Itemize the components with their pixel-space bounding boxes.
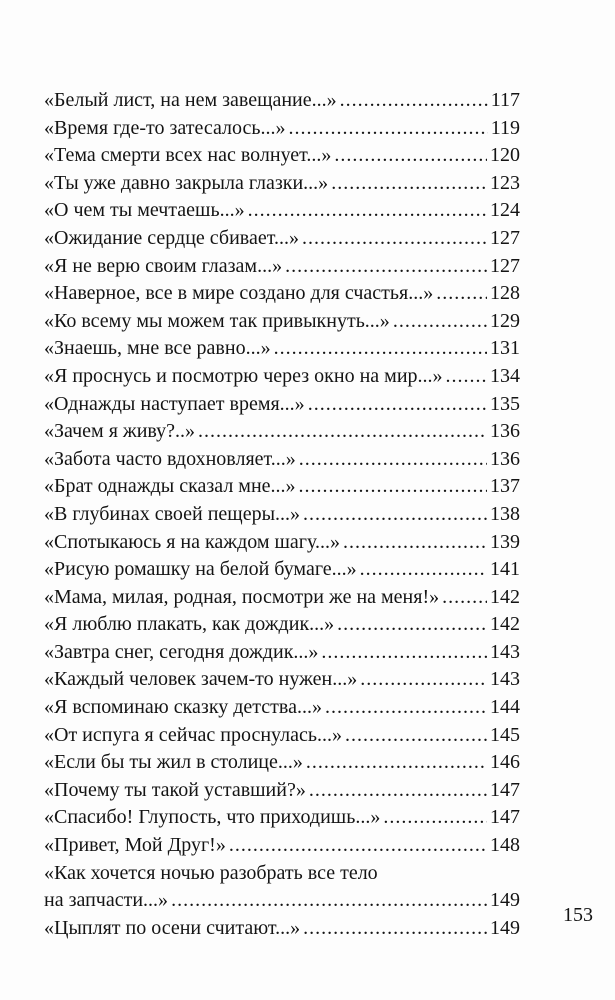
toc-entry bbox=[44, 115, 520, 143]
toc-entry bbox=[44, 887, 520, 915]
toc-entry-title-line1: «Как хочется ночью разобрать все тело bbox=[44, 861, 378, 884]
toc-entry bbox=[44, 694, 520, 722]
toc-entry bbox=[44, 915, 520, 943]
toc-entry-title: на запчасти...» bbox=[44, 889, 169, 912]
toc-entry bbox=[44, 87, 520, 115]
toc-entry-title: «Ты уже давно закрыла глазки...» bbox=[44, 171, 329, 194]
dot-leader bbox=[343, 529, 487, 557]
dot-leader bbox=[308, 391, 487, 419]
toc-entry-page: 146 bbox=[490, 751, 520, 774]
toc-entry-title: «Ко всему мы можем так привыкнуть...» bbox=[44, 309, 390, 332]
toc-entry-page: 142 bbox=[490, 585, 520, 608]
toc-entry-page: 147 bbox=[490, 778, 520, 801]
toc-entry-title: «Ожидание сердце сбивает...» bbox=[44, 226, 299, 249]
dot-leader bbox=[321, 639, 487, 667]
toc-entry-title: «Каждый человек зачем-то нужен...» bbox=[44, 668, 358, 691]
dot-leader bbox=[285, 253, 487, 281]
toc-entry-page: 144 bbox=[490, 696, 520, 719]
dot-leader bbox=[303, 501, 487, 529]
toc-entry-page: 141 bbox=[490, 558, 520, 581]
toc-entry bbox=[44, 170, 520, 198]
toc-entry bbox=[44, 225, 520, 253]
toc-entry-title: «Забота часто вдохновляет...» bbox=[44, 447, 296, 470]
dot-leader bbox=[360, 556, 487, 584]
toc-entry bbox=[44, 197, 520, 225]
dot-leader bbox=[299, 446, 487, 474]
toc-entry bbox=[44, 253, 520, 281]
toc-entry bbox=[44, 749, 520, 777]
toc-entry-title: «Тема смерти всех нас волнует...» bbox=[44, 144, 332, 167]
toc-entry bbox=[44, 722, 520, 750]
toc-entry-title: «Время где-то затесалось...» bbox=[44, 116, 286, 139]
toc-entry bbox=[44, 418, 520, 446]
toc-entry-page: 143 bbox=[490, 668, 520, 691]
toc-entry bbox=[44, 473, 520, 501]
toc-entry bbox=[44, 639, 520, 667]
toc-entry-page: 120 bbox=[490, 144, 520, 167]
toc-entry bbox=[44, 363, 520, 391]
dot-leader bbox=[303, 915, 487, 943]
toc-entry-title: «Почему ты такой уставший?» bbox=[44, 778, 306, 801]
toc-entry bbox=[44, 142, 520, 170]
toc-entry-title: «О чем ты мечтаешь...» bbox=[44, 199, 245, 222]
dot-leader bbox=[309, 777, 487, 805]
dot-leader bbox=[274, 335, 487, 363]
toc-entry-page: 123 bbox=[490, 171, 520, 194]
toc-entry bbox=[44, 391, 520, 419]
toc-entry-title: «Я вспоминаю сказку детства...» bbox=[44, 696, 322, 719]
dot-leader bbox=[248, 197, 487, 225]
toc-entry-page: 119 bbox=[490, 116, 520, 139]
toc-entry-page: 143 bbox=[490, 640, 520, 663]
toc-entry-page: 134 bbox=[490, 364, 520, 387]
toc-entry bbox=[44, 529, 520, 557]
dot-leader bbox=[340, 87, 488, 115]
toc-entry-page: 138 bbox=[490, 502, 520, 525]
toc-entry-page: 135 bbox=[490, 392, 520, 415]
dot-leader bbox=[334, 142, 487, 170]
toc-entry bbox=[44, 804, 520, 832]
dot-leader bbox=[446, 363, 487, 391]
dot-leader bbox=[299, 473, 487, 501]
toc-entry bbox=[44, 335, 520, 363]
toc-entry bbox=[44, 666, 520, 694]
toc-entry bbox=[44, 611, 520, 639]
toc-entry-page: 147 bbox=[490, 806, 520, 829]
toc-entry-title: «Белый лист, на нем завещание...» bbox=[44, 89, 337, 111]
page-number: 153 bbox=[563, 904, 593, 926]
dot-leader bbox=[302, 225, 487, 253]
toc-entry-title: «Спотыкаюсь я на каждом шагу...» bbox=[44, 530, 341, 553]
toc-entry-page: 127 bbox=[490, 254, 520, 277]
toc-entry bbox=[44, 832, 520, 860]
toc-entry-page: 136 bbox=[490, 420, 520, 443]
toc-entry-title: «Однажды наступает время...» bbox=[44, 392, 305, 415]
toc-entry bbox=[44, 280, 520, 308]
toc-entry-title: «Я проснусь и посмотрю через окно на мир...» bbox=[44, 364, 443, 387]
toc-entry-title: «Привет, Мой Друг!» bbox=[44, 834, 226, 857]
toc-entry-page: 137 bbox=[490, 475, 520, 498]
dot-leader bbox=[345, 722, 487, 750]
toc-entry-title: «Я не верю своим глазам...» bbox=[44, 254, 283, 277]
toc-entry bbox=[44, 446, 520, 474]
dot-leader bbox=[442, 584, 487, 612]
toc-entry-page: 149 bbox=[490, 916, 520, 939]
toc-entry-page: 117 bbox=[490, 89, 520, 111]
dot-leader bbox=[383, 804, 487, 832]
dot-leader bbox=[229, 832, 487, 860]
toc-entry-title: «Спасибо! Глупость, что приходишь...» bbox=[44, 806, 381, 829]
toc-entry-page: 129 bbox=[490, 309, 520, 332]
toc-entry-title: «Знаешь, мне все равно...» bbox=[44, 337, 271, 360]
toc-entry-page: 149 bbox=[490, 889, 520, 912]
toc-entry-page: 148 bbox=[490, 834, 520, 857]
dot-leader bbox=[331, 170, 487, 198]
toc-entry-title: «Мама, милая, родная, посмотри же на меня!» bbox=[44, 585, 440, 608]
table-of-contents bbox=[44, 87, 520, 942]
toc-entry-page: 142 bbox=[490, 613, 520, 636]
toc-entry-page: 136 bbox=[490, 447, 520, 470]
toc-entry-page: 145 bbox=[490, 723, 520, 746]
dot-leader bbox=[171, 887, 487, 915]
toc-entry bbox=[44, 308, 520, 336]
toc-entry bbox=[44, 556, 520, 584]
toc-entry-title: «Зачем я живу?..» bbox=[44, 420, 196, 443]
toc-entry-title: «Завтра снег, сегодня дождик...» bbox=[44, 640, 319, 663]
dot-leader bbox=[360, 666, 487, 694]
toc-entry bbox=[44, 777, 520, 805]
dot-leader bbox=[306, 749, 487, 777]
toc-entry-page: 139 bbox=[490, 530, 520, 553]
toc-entry-title: «Наверное, все в мире создано для счастья...» bbox=[44, 282, 434, 305]
toc-entry-title: «Если бы ты жил в столице...» bbox=[44, 751, 303, 774]
toc-entry-page: 131 bbox=[490, 337, 520, 360]
toc-entry-title: «От испуга я сейчас проснулась...» bbox=[44, 723, 343, 746]
toc-entry-title: «В глубинах своей пещеры...» bbox=[44, 502, 301, 525]
toc-entry-title: «Рисую ромашку на белой бумаге...» bbox=[44, 558, 357, 581]
dot-leader bbox=[393, 308, 487, 336]
dot-leader bbox=[436, 280, 487, 308]
dot-leader bbox=[289, 115, 488, 143]
toc-entry-page: 124 bbox=[490, 199, 520, 222]
dot-leader bbox=[337, 611, 487, 639]
toc-entry-page: 127 bbox=[490, 226, 520, 249]
toc-entry-title: «Я люблю плакать, как дождик...» bbox=[44, 613, 335, 636]
toc-entry bbox=[44, 584, 520, 612]
toc-entry-title: «Брат однажды сказал мне...» bbox=[44, 475, 296, 498]
toc-entry-page: 128 bbox=[490, 282, 520, 305]
dot-leader bbox=[325, 694, 487, 722]
toc-entry-title: «Цыплят по осени считают...» bbox=[44, 916, 301, 939]
dot-leader bbox=[198, 418, 487, 446]
toc-entry bbox=[44, 501, 520, 529]
